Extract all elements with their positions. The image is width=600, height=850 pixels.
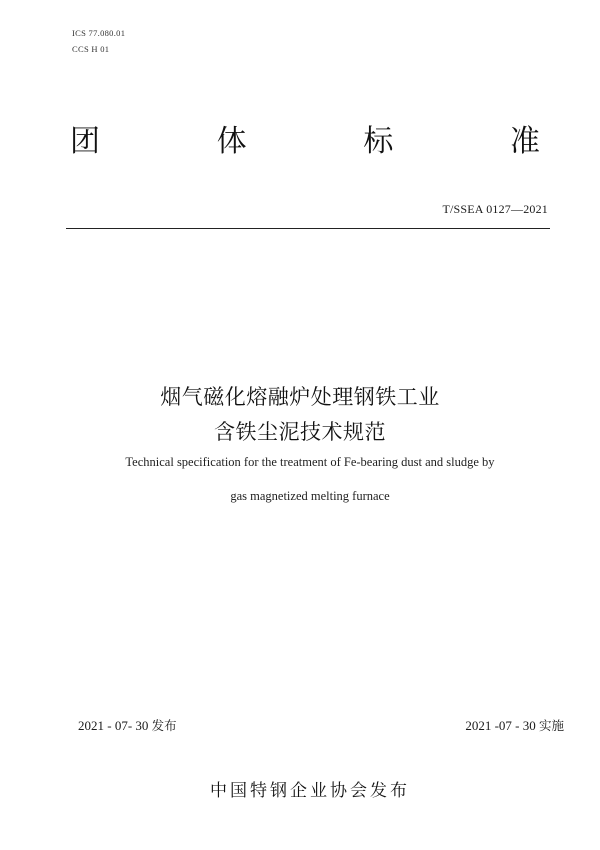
standard-type-char-1: 团 — [70, 124, 100, 159]
standard-type-heading — [70, 118, 540, 158]
standard-type-char-3: 标 — [363, 124, 394, 159]
issue-date: 2021 - 07- 30 — [78, 718, 149, 733]
title-en-line-2: gas magnetized melting furnace — [230, 489, 390, 503]
issue-date-block — [78, 716, 177, 734]
ccs-code: CCS H 01 — [72, 44, 110, 54]
issue-label: 发布 — [151, 718, 177, 733]
standard-type-char-2: 体 — [216, 124, 247, 159]
standard-number: T/SSEA 0127—2021 — [442, 202, 548, 216]
title-cn-line-1: 烟气磁化熔融炉处理钢铁工业 — [160, 385, 440, 409]
implement-label: 实施 — [538, 718, 564, 733]
header-divider — [66, 228, 550, 229]
standard-type-char-4: 准 — [509, 124, 540, 159]
ics-code: ICS 77.080.01 — [72, 28, 126, 38]
publisher: 中国特钢企业协会发布 — [210, 781, 410, 801]
title-en-line-1: Technical specification for the treatment of Fe-bearing dust and sludge by — [125, 455, 495, 469]
implement-date: 2021 -07 - 30 — [465, 718, 536, 733]
implement-date-block — [465, 716, 564, 734]
title-cn-line-2: 含铁尘泥技术规范 — [214, 420, 386, 444]
